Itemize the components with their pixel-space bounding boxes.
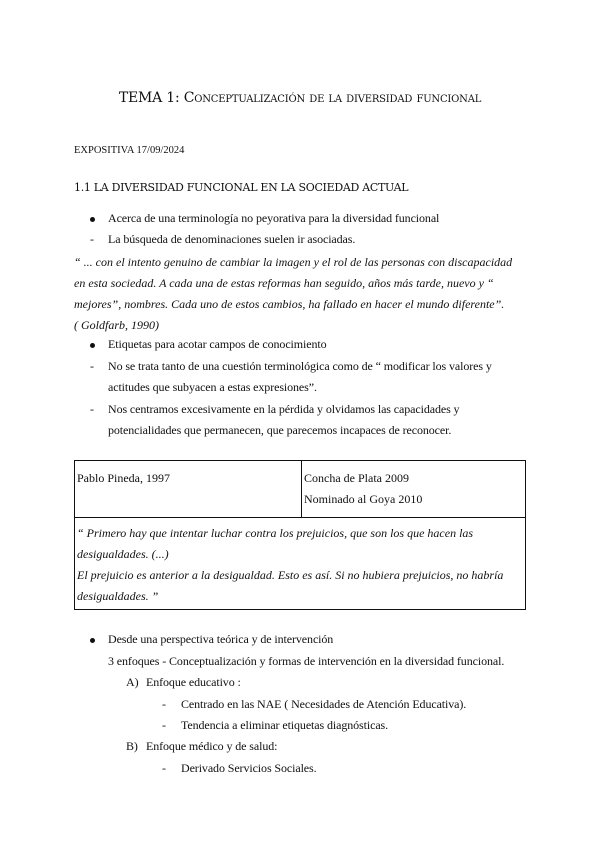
bullet-perspective: Desde una perspectiva teórica y de intervención [108,632,334,646]
quote-line: desigualdades. (...) [77,547,169,561]
table-divider [301,461,302,517]
list-marker-b: B) [126,739,138,753]
quote-line: “ Primero hay que intentar luchar contra los prejuicios, que son los que hacen las [77,526,474,540]
dash-denominations: La búsqueda de denominaciones suelen ir asociadas. [108,232,356,246]
bullet-terminology: Acerca de una terminología no peyorativa para la diversidad funcional [108,211,440,225]
table-cell-author: Pablo Pineda, 1997 [77,471,170,485]
table-quote [77,523,503,607]
dash-icon: - [162,697,166,711]
approaches-line: 3 enfoques - Conceptualización y formas de intervención en la diversidad funcional. [108,654,505,668]
quote-line: El prejuicio es anterior a la desigualdad. Esto es así. Si no hubiera prejuicios, no habría [77,568,504,582]
goldfarb-quote [74,252,512,336]
dash-nae: Centrado en las NAE ( Necesidades de Atención Educativa). [181,697,467,711]
session-label: EXPOSITIVA 17/09/2024 [74,145,185,156]
bullet-icon [90,217,95,222]
page-title: TEMA 1: Conceptualización de la diversidad funcional [118,90,482,106]
item-educational: Enfoque educativo : [146,675,241,689]
table-cell-award-2: Nominado al Goya 2010 [304,492,423,506]
dash-terminology-line2: actitudes que subyacen a estas expresiones”. [108,380,317,394]
dash-icon: - [162,718,166,732]
dash-terminology-line1: No se trata tanto de una cuestión terminológica como de “ modificar los valores y [108,359,492,373]
dash-icon: - [90,402,94,416]
quote-citation: ( Goldfarb, 1990) [74,318,159,332]
table-cell-award-1: Concha de Plata 2009 [304,471,409,485]
quote-line: en esta sociedad. A cada una de estas reformas han seguido, años más tarde, nuevo y “ [74,276,494,290]
dash-loss-line1: Nos centramos excesivamente en la pérdida y olvidamos las capacidades y [108,402,460,416]
bullet-icon [90,343,95,348]
dash-icon: - [90,359,94,373]
dash-icon: - [162,761,166,775]
item-medical: Enfoque médico y de salud: [146,739,278,753]
dash-social-services: Derivado Servicios Sociales. [181,761,317,775]
quote-table [74,460,526,610]
dash-loss-line2: potencialidades que permanecen, que parecemos incapaces de reconocer. [108,423,452,437]
bullet-labels: Etiquetas para acotar campos de conocimiento [108,337,327,351]
section-heading: 1.1 LA DIVERSIDAD FUNCIONAL EN LA SOCIEDAD ACTUAL [74,181,409,194]
quote-line: mejores”, nombres. Cada uno de estos cambios, ha fallado en hacer el mundo diferente”. [74,297,505,311]
table-divider [75,517,525,518]
bullet-icon [90,638,95,643]
quote-line: “ ... con el intento genuino de cambiar la imagen y el rol de las personas con discapacidad [74,255,513,269]
dash-labels: Tendencia a eliminar etiquetas diagnósticas. [181,718,389,732]
list-marker-a: A) [126,675,139,689]
dash-icon: - [90,232,94,246]
quote-line: desigualdades. ” [77,589,159,603]
